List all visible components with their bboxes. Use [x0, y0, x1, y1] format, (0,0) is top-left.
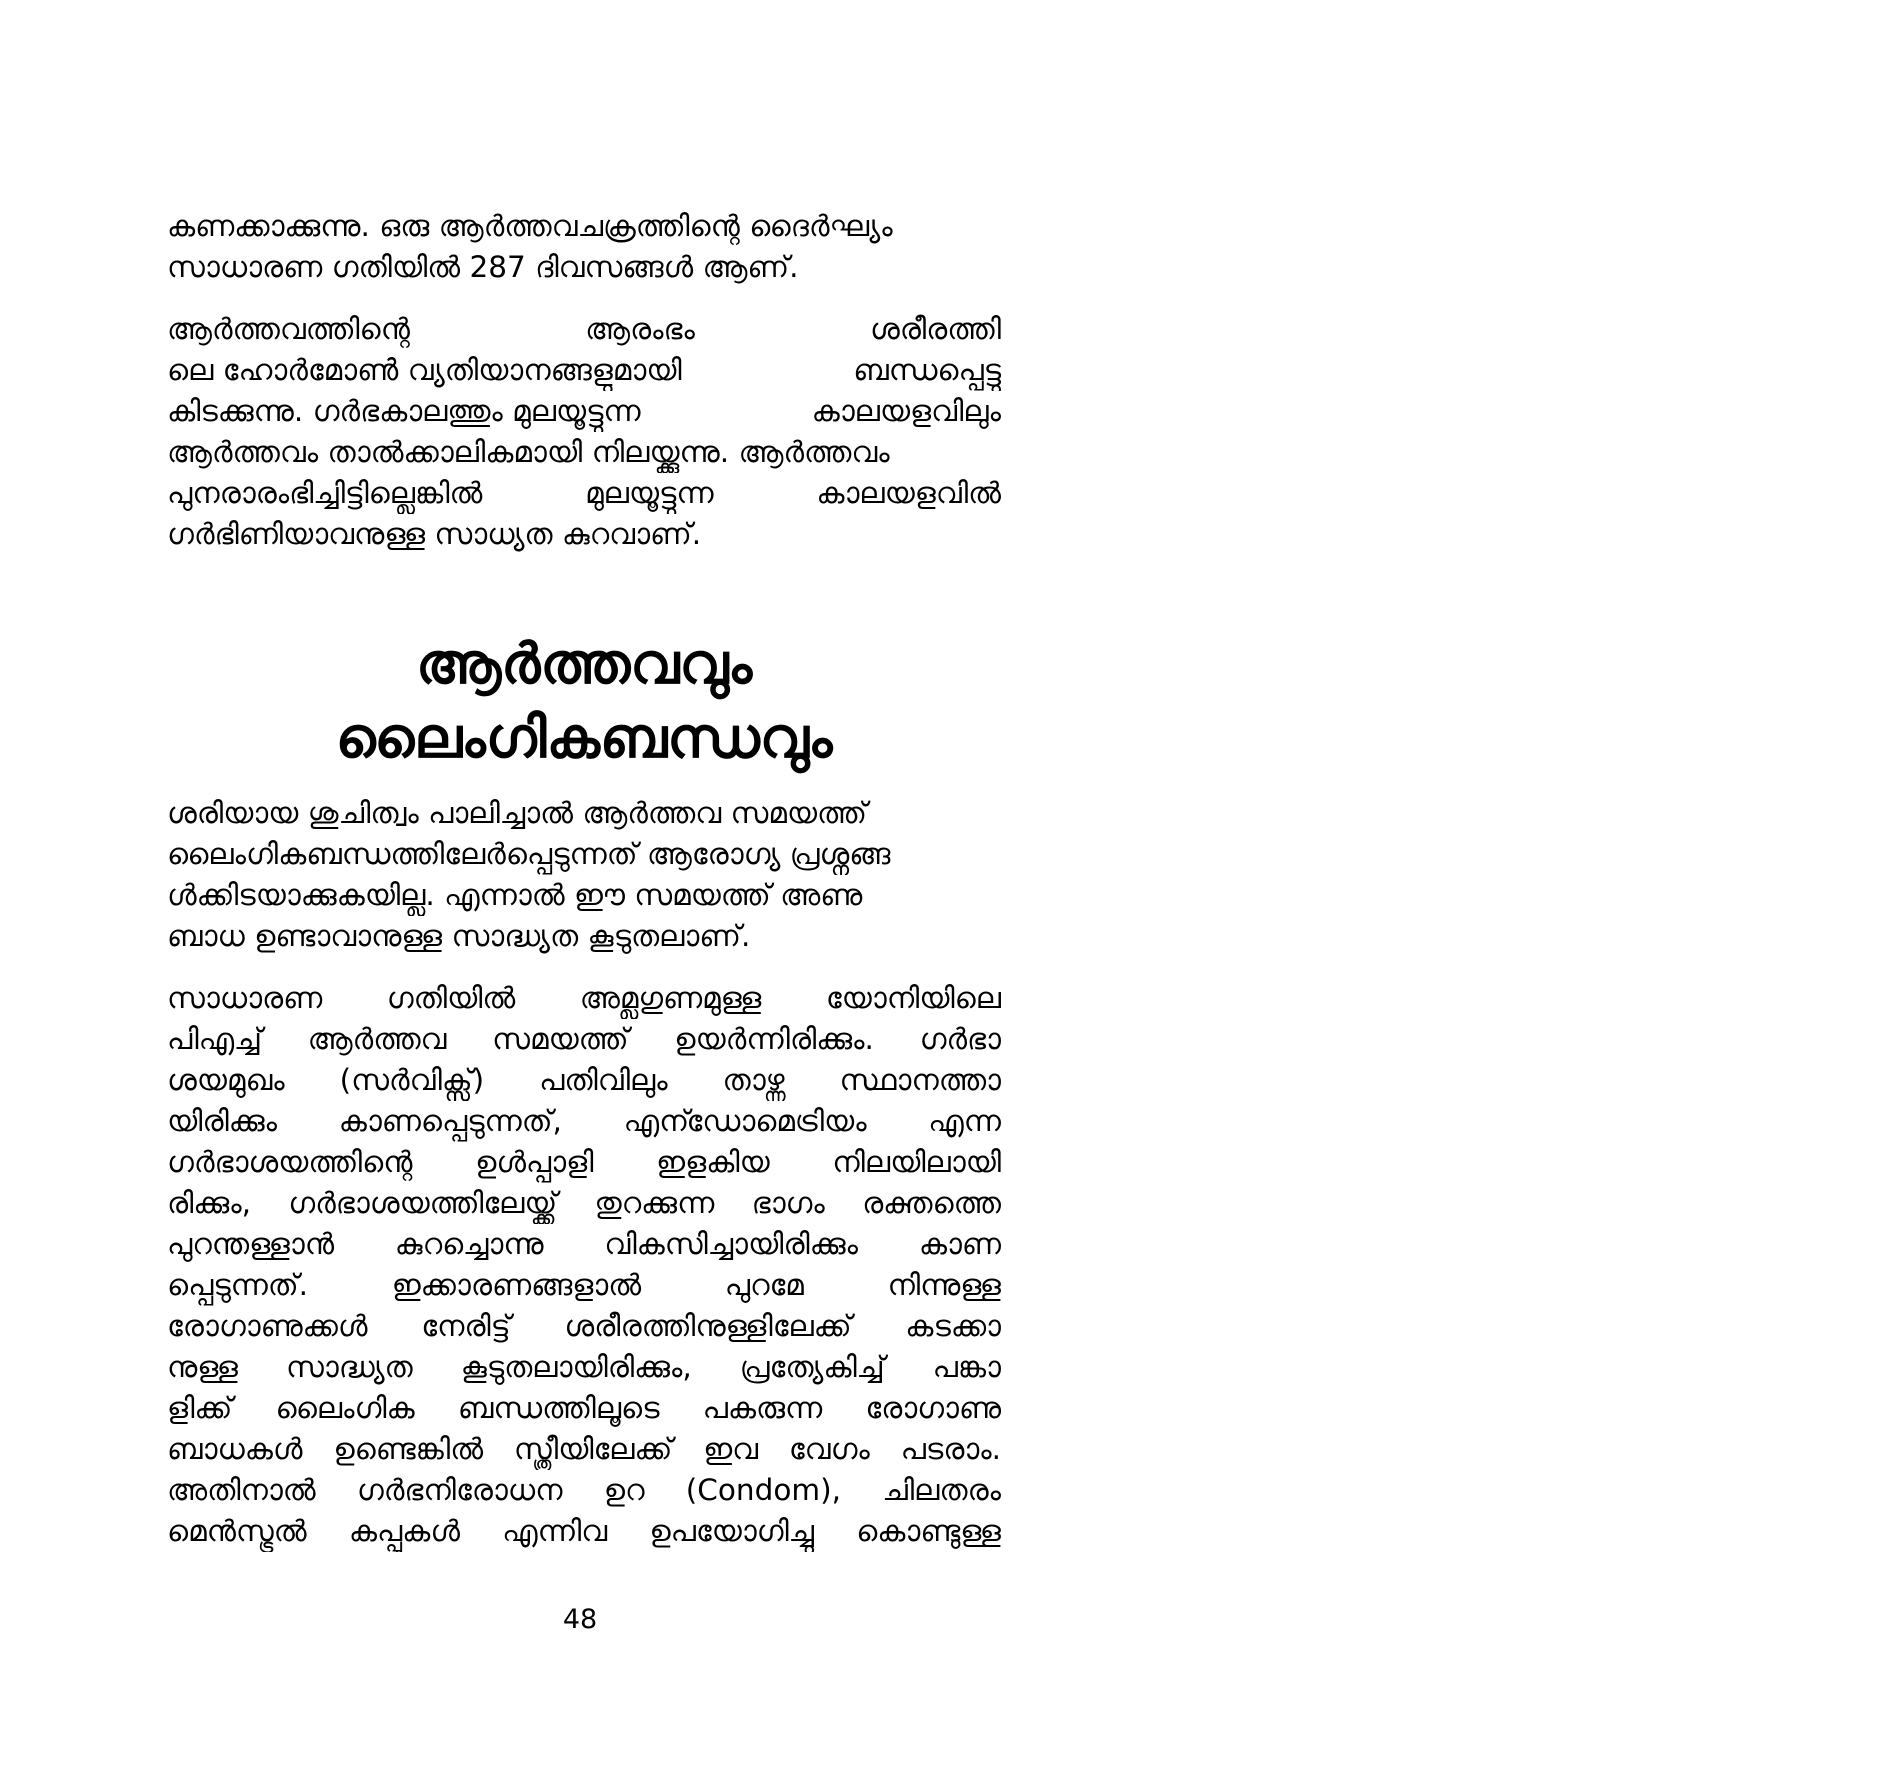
heading-line-2: ലൈംഗികബന്ധവും — [335, 706, 833, 771]
word: പ്രത്യേകിച്ച് — [739, 1350, 885, 1384]
paragraph-intercourse-during-menstruation — [167, 793, 1001, 957]
word: അമ്ലഗുണമുള്ള — [579, 981, 762, 1015]
word: ഉറ — [603, 1473, 645, 1507]
word: ഉയർന്നിരിക്കും. — [674, 1022, 874, 1056]
word: ഇക്കാരണങ്ങളാൽ — [391, 1268, 642, 1302]
text-line — [167, 473, 1001, 514]
text-line — [167, 1470, 1001, 1511]
word: ബന്ധത്തിലൂടെ — [457, 1391, 660, 1425]
word: എന്ന — [928, 1104, 1001, 1138]
word: മെൻസ്ട്രൽ — [167, 1514, 307, 1548]
word: ഉപയോഗിച്ചു — [649, 1514, 814, 1548]
word: കൂടുതലായിരിക്കും, — [460, 1350, 692, 1384]
text-line — [167, 432, 1001, 473]
word: സമയത്ത് — [492, 1022, 629, 1056]
word: നിലയിലായി — [832, 1145, 1001, 1179]
paragraph-menstruation-onset — [167, 309, 1001, 555]
word: വികസിച്ചായിരിക്കും — [604, 1227, 858, 1261]
word: സാദ്ധ്യത — [285, 1350, 413, 1384]
word: പകരുന്ന — [702, 1391, 823, 1425]
page-number: 48 — [562, 1604, 598, 1635]
word: രോഗാണുക്കൾ — [167, 1309, 368, 1343]
word: കിടക്കുന്നു. ഗർഭകാലത്തും മുലയൂട്ടുന്ന — [167, 394, 641, 428]
word: ആരംഭം — [585, 312, 695, 346]
word: ഭാഗം — [751, 1186, 825, 1220]
word: ശരീരത്തി — [870, 312, 1001, 346]
word: തുറക്കുന്ന — [594, 1186, 715, 1220]
word: പ്പെടുന്നത്. — [167, 1268, 309, 1302]
text-line: ൾക്കിടയാക്കുകയില്ല. എന്നാൽ ഈ സമയത്ത് അണു — [167, 878, 863, 912]
word: കൊണ്ടുള്ള — [856, 1514, 1001, 1548]
word: കപ്പുകൾ — [348, 1514, 460, 1548]
word: കാണ — [918, 1227, 1001, 1261]
text-line — [167, 1265, 1001, 1306]
word: ആർത്തവം താൽക്കാലികമായി നിലയ്ക്കുന്നു. ആർത്തവം — [167, 435, 890, 469]
text-line — [167, 1101, 1001, 1142]
word: സ്ഥാനത്താ — [839, 1063, 1001, 1097]
word: അതിനാൽ — [167, 1473, 316, 1507]
word: (സർവിക്സ്) — [339, 1063, 485, 1097]
word: കാണപ്പെടുന്നത്, — [338, 1104, 562, 1138]
word: ശയമുഖം — [167, 1063, 285, 1097]
text-line — [167, 1306, 1001, 1347]
word: ചിലതരം — [882, 1473, 1001, 1507]
text-line — [167, 1388, 1001, 1429]
text-line: സാധാരണ ഗതിയിൽ 287 ദിവസങ്ങൾ ആണ്. — [167, 250, 799, 284]
word: ലൈംഗിക — [275, 1391, 415, 1425]
word: നേരിട്ട് — [421, 1309, 511, 1343]
word: കുറച്ചൊന്നു — [394, 1227, 544, 1261]
word: ഗർഭാശയത്തിന്റെ — [167, 1145, 413, 1179]
text-line: ലൈംഗികബന്ധത്തിലേർപ്പെടുന്നത് ആരോഗ്യ പ്രശ്നങ്ങ — [167, 837, 891, 871]
text-line — [167, 514, 1001, 555]
word: ബന്ധപ്പെട്ടു — [853, 353, 1001, 387]
word: പുറന്തള്ളാൻ — [167, 1227, 335, 1261]
text-line — [167, 1224, 1001, 1265]
word: നുള്ള — [167, 1350, 238, 1384]
text-line — [167, 391, 1001, 432]
text-line: ശരിയായ ശുചിത്വം പാലിച്ചാൽ ആർത്തവ സമയത്ത് — [167, 796, 867, 830]
word: യോനിയിലെ — [825, 981, 1001, 1015]
word: (Condom), — [685, 1473, 841, 1507]
word: സാധാരണ — [167, 981, 323, 1015]
word: ഗർഭനിരോധന — [356, 1473, 563, 1507]
word: ബാധകൾ — [167, 1432, 303, 1466]
word: ലെ ഹോർമോൺ വ്യതിയാനങ്ങളുമായി — [167, 353, 682, 387]
word: പതിവിലും — [539, 1063, 668, 1097]
word: മുലയൂട്ടുന്ന — [585, 476, 714, 510]
word: ഉണ്ടെങ്കിൽ — [333, 1432, 484, 1466]
word: ആർത്തവ — [307, 1022, 447, 1056]
word: രോഗാണു — [865, 1391, 1001, 1425]
text-line — [167, 350, 1001, 391]
text-line — [167, 1347, 1001, 1388]
word: വേഗം — [788, 1432, 870, 1466]
word: പുറമേ — [724, 1268, 804, 1302]
word: കാലയളവിലും — [811, 394, 1001, 428]
word: പിഎച്ച് — [167, 1022, 262, 1056]
text-line — [167, 1142, 1001, 1183]
text-line — [167, 1183, 1001, 1224]
section-heading — [167, 628, 1001, 776]
word: രിക്കും, — [167, 1186, 251, 1220]
word: ഉൾപ്പാളി — [475, 1145, 594, 1179]
text-line — [167, 1019, 1001, 1060]
word: എന്നിവ — [502, 1514, 608, 1548]
word: നിന്നുള്ള — [887, 1268, 1001, 1302]
paragraph-cycle-length — [167, 206, 1001, 288]
word: പുനരാരംഭിച്ചിട്ടില്ലെങ്കിൽ — [167, 476, 483, 510]
word: എന്ഡോമെട്രിയം — [623, 1104, 867, 1138]
text-line — [167, 1429, 1001, 1470]
word: ആർത്തവത്തിന്റെ — [167, 312, 410, 346]
word: ഗർഭിണിയാവനുള്ള സാധ്യത കുറവാണ്. — [167, 517, 702, 551]
word: ശരീരത്തിനുള്ളിലേക്ക് — [564, 1309, 852, 1343]
text-line — [167, 978, 1001, 1019]
word: ഇളകിയ — [656, 1145, 770, 1179]
text-line: കണക്കാക്കുന്നു. ഒരു ആർത്തവചക്രത്തിന്റെ ദൈർഘ്യം — [167, 209, 893, 243]
word: യിരിക്കും — [167, 1104, 277, 1138]
word: പങ്കാ — [932, 1350, 1001, 1384]
word: ളിക്ക് — [167, 1391, 233, 1425]
word: കടക്കാ — [905, 1309, 1001, 1343]
text-line — [167, 1511, 1001, 1552]
word: പടരാം. — [900, 1432, 1001, 1466]
word: ഗതിയിൽ — [386, 981, 516, 1015]
word: താഴ്ന്ന — [722, 1063, 785, 1097]
word: കാലയളവിൽ — [816, 476, 1001, 510]
heading-line-1: ആർത്തവവും — [415, 632, 753, 697]
word: സ്ത്രീയിലേക്ക് — [513, 1432, 673, 1466]
text-line — [167, 1060, 1001, 1101]
word: ഗർഭാശയത്തിലേയ്ക്ക് — [288, 1186, 558, 1220]
word: രക്തത്തെ — [862, 1186, 1001, 1220]
word: ഗർഭാ — [919, 1022, 1001, 1056]
text-line: ബാധ ഉണ്ടാവാനുള്ള സാദ്ധ്യത കൂടുതലാണ്. — [167, 919, 751, 953]
paragraph-infection-risk — [167, 978, 1001, 1552]
text-line — [167, 309, 1001, 350]
word: ഇവ — [703, 1432, 759, 1466]
